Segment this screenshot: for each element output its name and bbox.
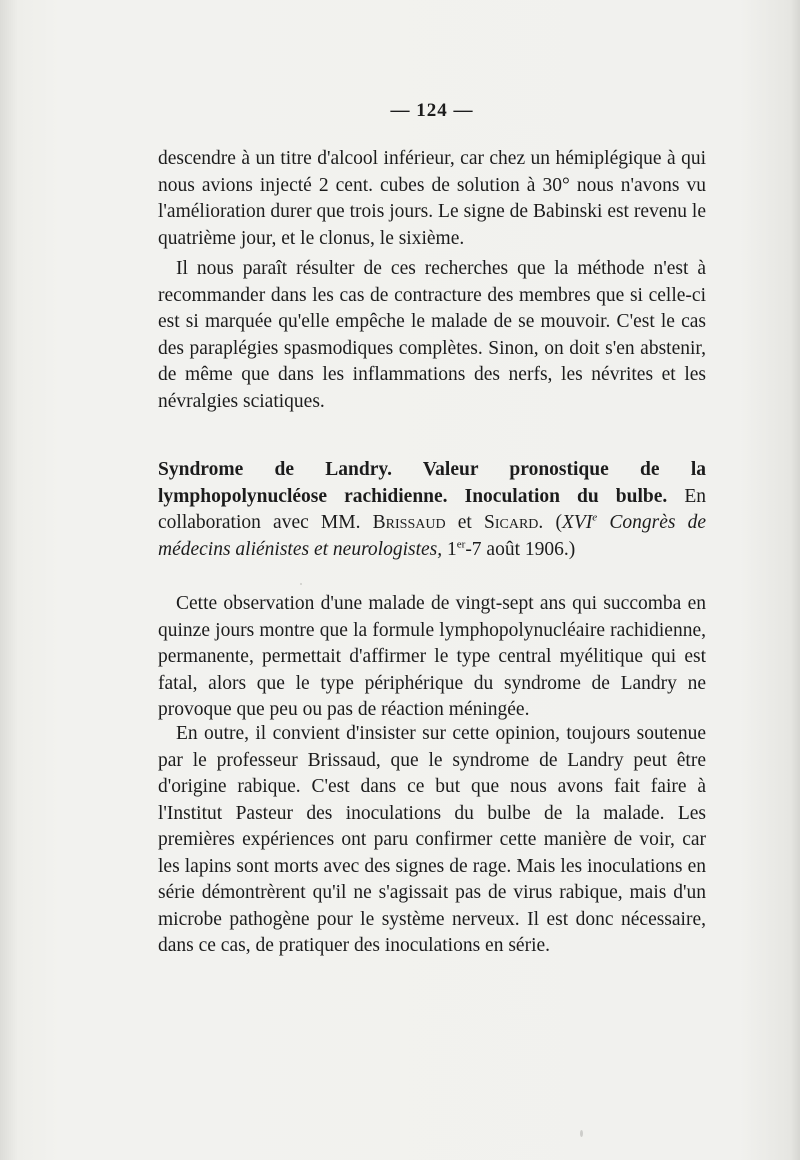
heading-congress-sup: e — [592, 511, 598, 524]
heading-et: et — [457, 512, 472, 533]
heading-open-paren: . ( — [538, 512, 562, 533]
print-speck — [580, 1130, 583, 1137]
heading-collab: En collaboration avec MM. — [158, 485, 706, 533]
paragraph-3: Cette observation d'une malade de vingt-sept ans qui succomba en quinze jours montre que la formule lymphopolynucléaire rachidienne, permanente, permettait d'affirmer le type central myélitique qui est fatal, alors que le type périphérique du syndrome de Landry ne provoque que peu ou pas de réaction méningée. — [158, 593, 706, 720]
heading-author-1: Brissaud — [372, 512, 446, 533]
heading-date-rest: -7 août 1906.) — [465, 538, 576, 560]
print-speck — [300, 583, 302, 585]
heading-congress-number: XVI — [561, 512, 593, 533]
paragraph-4: En outre, il convient d'insister sur cette opinion, toujours soutenue par le professeur Brissaud, que le syndrome de Landry peut être d'origine rabique. C'est dans ce but que nous avons fait faire à l'Institut Pasteur des inoculations du bulbe de la malade. Les premières expériences ont paru confirmer cette manière de voir, car les lapins sont morts avec des signes de rage. Mais les inoculations en série démontrèrent qu'il ne s'agissait pas de virus rabique, mais d'un microbe pathogène pour le système nerveux. Il est donc nécessaire, dans ce cas, de pratiquer des inoculations en série. — [158, 723, 706, 956]
page-number: — 124 — — [390, 100, 474, 121]
heading-date-day: 1 — [447, 538, 457, 560]
heading-title: Syndrome de Landry. Valeur pronostique de la lymphopolynucléose rachidienne. Inoculation du bulbe. — [158, 459, 706, 507]
heading-author-2: Sicard — [484, 512, 539, 533]
heading-congress-name: Congrès de médecins aliénistes et neurologistes, — [158, 512, 707, 560]
paragraph-2: Il nous paraît résulter de ces recherches que la méthode n'est à recommander dans les cas de contracture des membres que si celle-ci est si marquée qu'elle empêche le malade de se mouvoir. C'est le cas des paraplégies spasmodiques complètes. Sinon, on doit s'en abstenir, de même que dans les inflammations des nerfs, les névrites et les névralgies sciatiques. — [158, 258, 706, 412]
heading-date-sup: er — [456, 538, 466, 550]
section-heading — [158, 457, 706, 563]
paragraph-1: descendre à un titre d'alcool inférieur, car chez un hémiplégique à qui nous avions injecté 2 cent. cubes de solution à 30° nous n'avons vu l'amélioration durer que trois jours. Le signe de Babinski est revenu le quatrième jour, et le clonus, le sixième. — [158, 148, 706, 249]
heading-block — [158, 457, 706, 563]
